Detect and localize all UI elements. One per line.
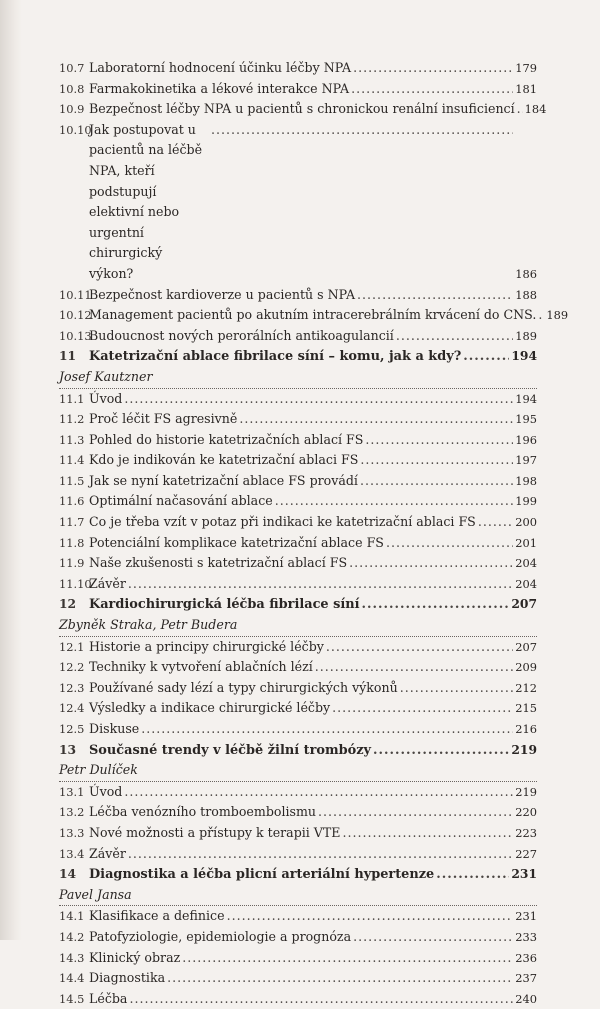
- toc-section-row[interactable]: [59, 120, 537, 285]
- toc-entry-number: 10.12: [59, 308, 92, 323]
- table-of-contents: [59, 58, 569, 1009]
- toc-section-row[interactable]: [59, 698, 537, 719]
- toc-section-row[interactable]: [59, 844, 537, 865]
- toc-entry-number: 13.3: [59, 825, 85, 840]
- toc-section-row[interactable]: [59, 305, 569, 326]
- toc-page-number: 199: [515, 494, 537, 509]
- toc-page-number: 197: [515, 453, 537, 468]
- toc-dot-leader: [400, 678, 514, 699]
- toc-page-number: 189: [515, 328, 537, 343]
- toc-section-row[interactable]: [59, 989, 537, 1009]
- toc-entry-title: Naše zkušenosti s katetrizační ablací FS: [89, 555, 348, 571]
- toc-dot-leader: [373, 741, 509, 762]
- toc-entry-number: 13.2: [59, 805, 85, 820]
- toc-entry-number: 11.7: [59, 515, 85, 530]
- toc-dot-leader: [463, 347, 509, 368]
- toc-dot-leader: [128, 844, 513, 865]
- toc-page-number: 219: [511, 741, 537, 757]
- chapter-authors: Zbyněk Straka, Petr Budera: [59, 615, 537, 637]
- toc-dot-leader: [396, 326, 513, 347]
- toc-entry-number: 11.4: [59, 453, 85, 468]
- toc-page-number: 201: [515, 535, 537, 550]
- toc-entry-title: Techniky k vytvoření ablačních lézí: [89, 659, 313, 675]
- toc-section-row[interactable]: [59, 58, 537, 79]
- toc-page-number: 186: [515, 266, 537, 281]
- toc-entry-number: 11.3: [59, 432, 85, 447]
- toc-entry-number: 14.3: [59, 950, 85, 965]
- toc-dot-leader: [538, 305, 544, 326]
- toc-page-number: 196: [515, 432, 537, 447]
- toc-entry-number: 13.1: [59, 784, 85, 799]
- toc-page-number: 223: [515, 825, 537, 840]
- toc-section-row[interactable]: [59, 574, 537, 595]
- toc-dot-leader: [124, 389, 513, 410]
- toc-dot-leader: [124, 782, 513, 803]
- toc-entry-title: Kardiochirurgická léčba fibrilace síní: [89, 597, 360, 613]
- toc-entry-title: Katetrizační ablace fibrilace síní – komu, jak a kdy?: [89, 349, 462, 365]
- toc-section-row[interactable]: [59, 533, 537, 554]
- toc-entry-number: 10.10: [59, 122, 92, 137]
- toc-page-number: 231: [511, 866, 537, 882]
- toc-dot-leader: [227, 906, 514, 927]
- toc-page-number: 209: [515, 660, 537, 675]
- toc-entry-number: 14.2: [59, 929, 85, 944]
- toc-entry-number: 11.8: [59, 535, 85, 550]
- toc-entry-title: Jak postupovat u pacientů na léčbě NPA, kteří podstupují elektivní nebo urgentní chirurgický výkon?: [89, 121, 203, 281]
- toc-entry-title: Závěr: [89, 845, 126, 861]
- toc-entry-title: Co je třeba vzít v potaz při indikaci ke katetrizační ablaci FS: [89, 514, 476, 530]
- toc-dot-leader: [353, 58, 513, 79]
- toc-page-number: 195: [515, 412, 537, 427]
- toc-entry-title: Závěr: [89, 575, 126, 591]
- toc-section-row[interactable]: [59, 450, 537, 471]
- toc-entry-title: Používané sady lézí a typy chirurgických výkonů: [89, 679, 398, 695]
- toc-entry-number: 11.1: [59, 391, 85, 406]
- toc-entry-title: Současné trendy v léčbě žilní trombózy: [89, 742, 372, 758]
- toc-section-row[interactable]: [59, 99, 547, 120]
- toc-dot-leader: [517, 99, 523, 120]
- toc-page-number: 204: [515, 576, 537, 591]
- toc-page-number: 236: [515, 950, 537, 965]
- toc-entry-number: 14.5: [59, 991, 85, 1006]
- toc-dot-leader: [141, 719, 513, 740]
- toc-page-number: 220: [515, 805, 537, 820]
- toc-entry-title: Jak se nyní katetrizační ablace FS provádí: [89, 472, 358, 488]
- toc-entry-number: 10.7: [59, 61, 85, 75]
- toc-entry-title: Historie a principy chirurgické léčby: [89, 638, 324, 654]
- toc-entry-title: Bezpečnost léčby NPA u pacientů s chronickou renální insuficiencí: [89, 101, 515, 117]
- toc-section-row[interactable]: [59, 802, 537, 823]
- toc-entry-title: Kdo je indikován ke katetrizační ablaci FS: [89, 452, 359, 468]
- toc-dot-leader: [318, 802, 513, 823]
- toc-entry-title: Výsledky a indikace chirurgické léčby: [89, 700, 331, 716]
- toc-page-number: 200: [515, 515, 537, 530]
- toc-entry-title: Laboratorní hodnocení účinku léčby NPA: [89, 60, 352, 75]
- toc-page-number: 207: [515, 639, 537, 654]
- toc-section-row[interactable]: [59, 678, 537, 699]
- toc-page-number: 188: [515, 287, 537, 302]
- toc-entry-number: 13: [59, 741, 77, 757]
- toc-entry-title: Potenciální komplikace katetrizační ablace FS: [89, 534, 384, 550]
- toc-entry-number: 11.2: [59, 412, 85, 427]
- toc-dot-leader: [326, 637, 513, 658]
- toc-page-number: 227: [515, 846, 537, 861]
- toc-dot-leader: [182, 948, 513, 969]
- toc-section-row[interactable]: [59, 285, 537, 306]
- toc-section-row[interactable]: [59, 79, 537, 100]
- toc-page-number: 179: [515, 61, 537, 75]
- toc-page-number: 233: [515, 929, 537, 944]
- toc-entry-number: 11.5: [59, 473, 85, 488]
- toc-entry-number: 12: [59, 596, 77, 612]
- toc-entry-title: Úvod: [89, 390, 123, 406]
- toc-page-number: 215: [515, 701, 537, 716]
- toc-section-row[interactable]: [59, 968, 537, 989]
- toc-page-number: 194: [511, 348, 537, 364]
- toc-entry-number: 13.4: [59, 846, 85, 861]
- toc-dot-leader: [129, 989, 513, 1009]
- toc-entry-number: 12.5: [59, 722, 85, 736]
- toc-section-row[interactable]: [59, 409, 537, 430]
- toc-entry-title: Úvod: [89, 783, 123, 799]
- toc-section-row[interactable]: [59, 553, 537, 574]
- toc-chapter-row[interactable]: [59, 594, 537, 615]
- toc-entry-title: Nové možnosti a přístupy k terapii VTE: [89, 824, 341, 840]
- toc-page-number: 216: [515, 722, 537, 736]
- toc-dot-leader: [353, 927, 513, 948]
- toc-entry-title: Diagnostika a léčba plicní arteriální hypertenze: [89, 867, 435, 883]
- toc-dot-leader: [128, 574, 513, 595]
- toc-dot-leader: [351, 79, 513, 100]
- toc-dot-leader: [211, 120, 513, 141]
- toc-page-number: 184: [524, 102, 547, 117]
- toc-entry-number: 11.10: [59, 576, 92, 591]
- toc-entry-number: 12.2: [59, 660, 85, 675]
- toc-page-number: 198: [515, 473, 537, 488]
- toc-dot-leader: [343, 823, 514, 844]
- toc-entry-title: Optimální načasování ablace: [89, 493, 273, 509]
- toc-page-number: 189: [546, 308, 569, 323]
- toc-section-row[interactable]: [59, 637, 537, 658]
- toc-chapter-row[interactable]: [59, 864, 537, 885]
- toc-dot-leader: [332, 698, 513, 719]
- toc-dot-leader: [365, 430, 513, 451]
- toc-entry-title: Léčba venózního tromboembolismu: [89, 804, 317, 820]
- toc-dot-leader: [315, 657, 513, 678]
- toc-section-row[interactable]: [59, 927, 537, 948]
- toc-page-number: 219: [515, 784, 537, 799]
- toc-dot-leader: [436, 865, 509, 886]
- toc-section-row[interactable]: [59, 782, 537, 803]
- toc-entry-title: Farmakokinetika a lékové interakce NPA: [89, 80, 350, 96]
- toc-section-row[interactable]: [59, 471, 537, 492]
- toc-dot-leader: [239, 409, 513, 430]
- toc-entry-title: Klinický obraz: [89, 949, 181, 965]
- chapter-authors: Petr Dulíček: [59, 760, 537, 782]
- toc-page-number: 237: [515, 971, 537, 986]
- chapter-authors: Josef Kautzner: [59, 367, 537, 389]
- toc-entry-number: 12.4: [59, 701, 85, 716]
- toc-section-row[interactable]: [59, 389, 537, 410]
- page-binding-shadow: [0, 0, 22, 940]
- toc-entry-title: Diagnostika: [89, 970, 166, 986]
- toc-section-row[interactable]: [59, 948, 537, 969]
- toc-dot-leader: [360, 450, 513, 471]
- toc-page-number: 204: [515, 556, 537, 571]
- toc-section-row[interactable]: [59, 430, 537, 451]
- toc-entry-number: 10.9: [59, 102, 85, 117]
- toc-page-number: 231: [515, 909, 537, 924]
- toc-entry-title: Léčba: [89, 990, 128, 1006]
- toc-entry-number: 14.1: [59, 909, 85, 924]
- toc-section-row[interactable]: [59, 719, 537, 740]
- toc-entry-number: 12.3: [59, 680, 85, 695]
- toc-entry-number: 11.6: [59, 494, 85, 509]
- toc-entry-title: Pohled do historie katetrizačních ablací FS: [89, 431, 364, 447]
- toc-section-row[interactable]: [59, 512, 537, 533]
- toc-entry-title: Klasifikace a definice: [89, 908, 225, 924]
- toc-section-row[interactable]: [59, 657, 537, 678]
- toc-entry-number: 10.11: [59, 287, 92, 302]
- toc-page-number: 194: [515, 391, 537, 406]
- toc-entry-title: Bezpečnost kardioverze u pacientů s NPA: [89, 286, 356, 302]
- toc-page-number: 240: [515, 991, 537, 1006]
- toc-section-row[interactable]: [59, 906, 537, 927]
- toc-chapter-row[interactable]: [59, 346, 537, 367]
- toc-entry-number: 10.13: [59, 328, 92, 343]
- toc-dot-leader: [362, 595, 510, 616]
- toc-section-row[interactable]: [59, 823, 537, 844]
- toc-section-row[interactable]: [59, 326, 537, 347]
- toc-entry-number: 11.9: [59, 556, 85, 571]
- toc-dot-leader: [357, 285, 513, 306]
- toc-dot-leader: [360, 471, 513, 492]
- toc-dot-leader: [478, 512, 513, 533]
- toc-dot-leader: [167, 968, 513, 989]
- toc-entry-number: 14: [59, 866, 77, 882]
- toc-chapter-row[interactable]: [59, 740, 537, 761]
- toc-page-number: 181: [515, 81, 537, 96]
- toc-entry-title: Budoucnost nových perorálních antikoagulancií: [89, 327, 394, 343]
- toc-page-number: 207: [511, 596, 537, 612]
- toc-section-row[interactable]: [59, 491, 537, 512]
- toc-page-number: 212: [515, 680, 537, 695]
- toc-entry-title: Proč léčit FS agresivně: [89, 411, 238, 427]
- toc-entry-number: 10.8: [59, 81, 85, 96]
- toc-dot-leader: [349, 553, 513, 574]
- toc-entry-number: 14.4: [59, 971, 85, 986]
- chapter-authors: Pavel Jansa: [59, 885, 537, 907]
- toc-entry-title: Management pacientů po akutním intracerebrálním krvácení do CNS.: [89, 307, 537, 323]
- toc-entry-title: Diskuse: [89, 721, 140, 736]
- toc-dot-leader: [275, 491, 514, 512]
- toc-entry-number: 11: [59, 348, 77, 364]
- toc-entry-number: 12.1: [59, 639, 85, 654]
- toc-dot-leader: [386, 533, 513, 554]
- toc-entry-title: Patofyziologie, epidemiologie a prognóza: [89, 928, 352, 944]
